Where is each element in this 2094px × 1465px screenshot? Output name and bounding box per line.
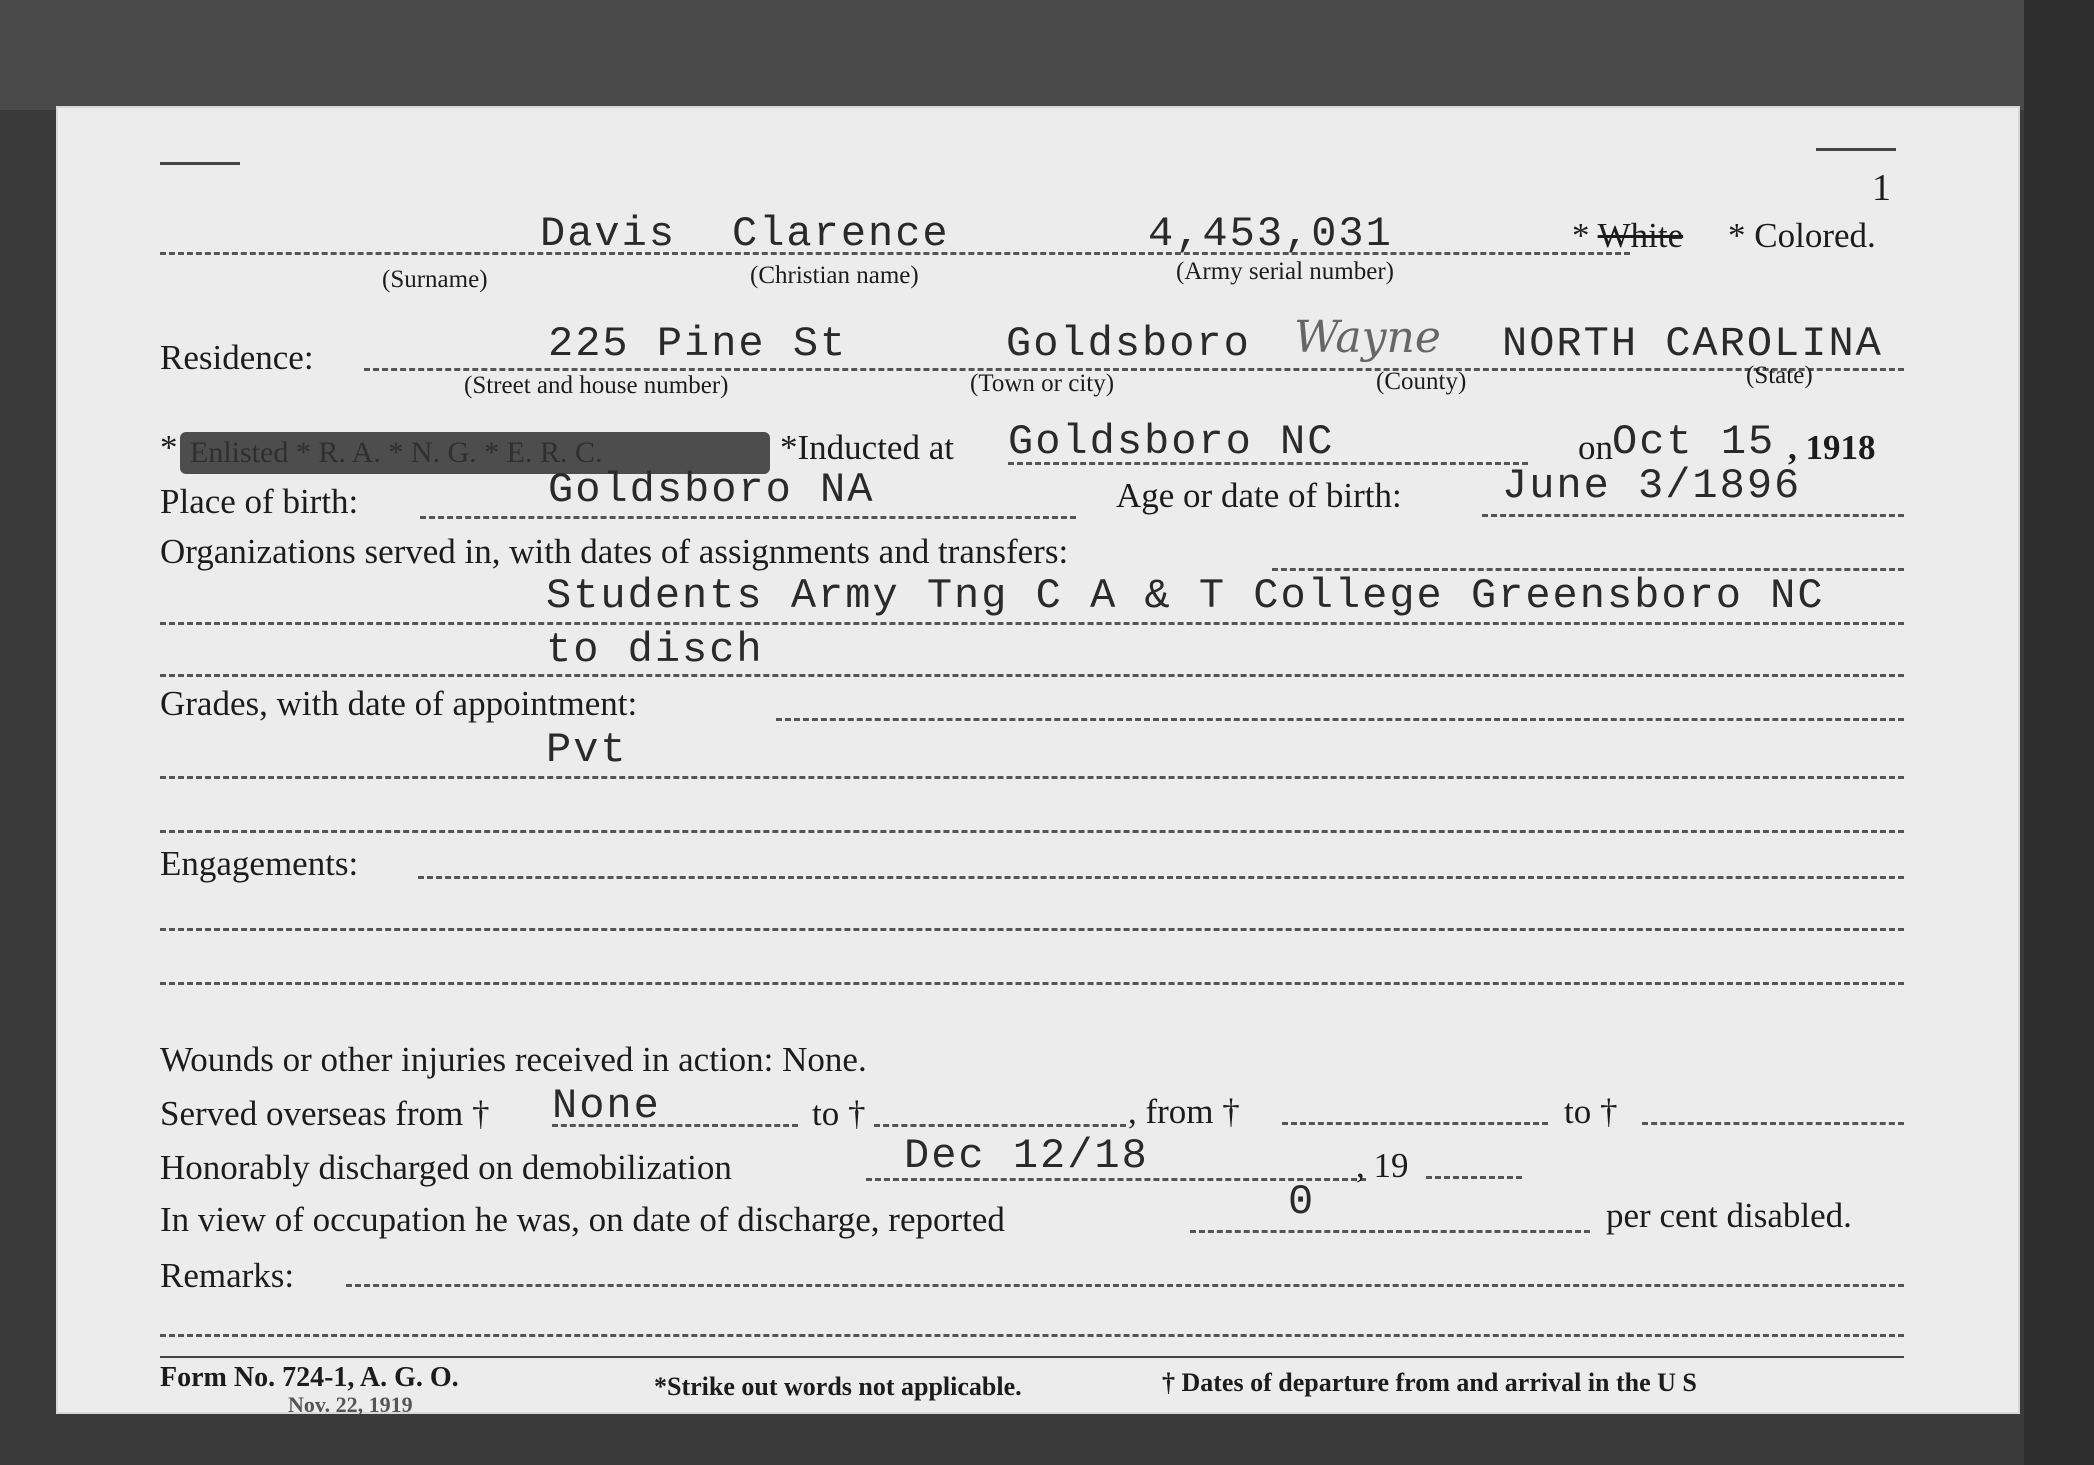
place-of-birth-line <box>420 516 1076 519</box>
christian-name-value: Clarence <box>732 210 950 258</box>
organizations-line-2 <box>160 674 1904 677</box>
remarks-label: Remarks: <box>160 1256 295 1295</box>
age-label: Age or date of birth: <box>1116 476 1402 515</box>
overseas-to2-text: to <box>1564 1092 1592 1131</box>
page-number: 1 <box>1872 167 1891 209</box>
disability-suffix: per cent disabled. <box>1606 1196 1852 1235</box>
caption-surname: (Surname) <box>382 266 488 293</box>
engagements-label: Engagements: <box>160 844 359 883</box>
remarks-line-1 <box>346 1284 1904 1287</box>
scan-background-top <box>0 0 2094 110</box>
caption-county: (County) <box>1376 368 1467 395</box>
race-white-option: * White <box>1572 216 1684 255</box>
inducted-label: *Inducted at <box>780 428 954 467</box>
grades-line-1 <box>160 776 1904 779</box>
inducted-place-value: Goldsboro NC <box>1008 418 1335 466</box>
service-record-card <box>56 106 2020 1417</box>
footer-rule <box>160 1356 1904 1358</box>
residence-town-value: Goldsboro <box>1006 320 1251 368</box>
race-colored-label: Colored. <box>1754 216 1876 255</box>
overseas-to-line <box>874 1124 1126 1127</box>
overseas-from-line <box>552 1124 798 1127</box>
induction-year: , 1918 <box>1788 428 1876 467</box>
grades-label: Grades, with date of appointment: <box>160 684 638 723</box>
dates-note: † Dates of departure from and arrival in the U S <box>1162 1368 1697 1397</box>
organizations-value-1: Students Army Tng C A & T College Greensboro NC <box>546 572 1825 620</box>
surname-value: Davis <box>540 210 677 258</box>
discharge-label: Honorably discharged on demobilization <box>160 1148 732 1187</box>
enlisted-options-redacted: Enlisted * R. A. * N. G. * E. R. C. <box>180 432 770 474</box>
overseas-to-text: to <box>812 1094 840 1133</box>
discharge-date-value: Dec 12/18 <box>904 1132 1149 1180</box>
residence-state-value: NORTH CAROLINA <box>1502 320 1883 368</box>
top-right-rule <box>1816 148 1896 151</box>
overseas-to-label: to † <box>812 1094 866 1133</box>
overseas-from2-line <box>1282 1122 1548 1125</box>
form-number: Form No. 724-1, A. G. O. <box>160 1362 459 1393</box>
overseas-from-value: None <box>552 1082 661 1130</box>
enlisted-asterisk: * <box>160 428 178 467</box>
overseas-to2-line <box>1642 1122 1904 1125</box>
residence-label: Residence: <box>160 338 314 377</box>
place-of-birth-value: Goldsboro NA <box>548 466 875 514</box>
residence-county-value: Wayne <box>1294 312 1441 363</box>
caption-town: (Town or city) <box>970 370 1115 397</box>
discharge-year-label: , 19 <box>1356 1146 1409 1185</box>
caption-street: (Street and house number) <box>464 372 729 399</box>
disability-line <box>1190 1230 1590 1233</box>
place-of-birth-label: Place of birth: <box>160 482 359 521</box>
caption-christian-name: (Christian name) <box>750 262 919 289</box>
residence-line <box>364 368 1904 371</box>
disability-value: 0 <box>1288 1178 1316 1226</box>
overseas-from2-label: , from † <box>1128 1092 1240 1131</box>
organizations-label-line <box>1272 568 1904 571</box>
organizations-value-2: to disch <box>546 626 764 674</box>
grade-value: Pvt <box>546 726 628 774</box>
organizations-line-1 <box>160 622 1904 625</box>
scan-background-right <box>2024 0 2094 1465</box>
engagements-line-1 <box>418 876 1904 879</box>
discharge-year-line <box>1426 1176 1522 1179</box>
caption-serial-number: (Army serial number) <box>1176 258 1394 285</box>
age-line <box>1482 514 1904 517</box>
caption-state: (State) <box>1746 362 1813 389</box>
remarks-line-2 <box>160 1334 1904 1337</box>
residence-street-value: 225 Pine St <box>548 320 848 368</box>
top-left-rule <box>160 162 240 165</box>
induction-date-value: Oct 15 <box>1612 418 1776 466</box>
overseas-from2-text: , from <box>1128 1092 1214 1131</box>
form-date: Nov. 22, 1919 <box>288 1392 413 1417</box>
overseas-to2-label: to † <box>1564 1092 1618 1131</box>
overseas-label: Served overseas from † <box>160 1094 490 1133</box>
wounds-text: Wounds or other injuries received in action: None. <box>160 1040 867 1079</box>
strike-note: *Strike out words not applicable. <box>654 1372 1022 1401</box>
engagements-line-2 <box>160 928 1904 931</box>
birth-date-value: June 3/1896 <box>1502 462 1802 510</box>
organizations-label: Organizations served in, with dates of assignments and transfers: <box>160 532 1069 571</box>
induction-on-label: on <box>1578 428 1613 467</box>
inducted-line <box>1008 462 1528 465</box>
disability-label: In view of occupation he was, on date of discharge, reported <box>160 1200 1005 1239</box>
grades-label-line <box>776 718 1904 721</box>
engagements-line-3 <box>160 982 1904 985</box>
overseas-from-label: Served overseas from <box>160 1094 464 1133</box>
race-colored-option: * Colored. <box>1728 216 1876 255</box>
race-white-label: White <box>1597 216 1684 255</box>
serial-number-value: 4,453,031 <box>1148 210 1393 258</box>
grades-line-2 <box>160 830 1904 833</box>
